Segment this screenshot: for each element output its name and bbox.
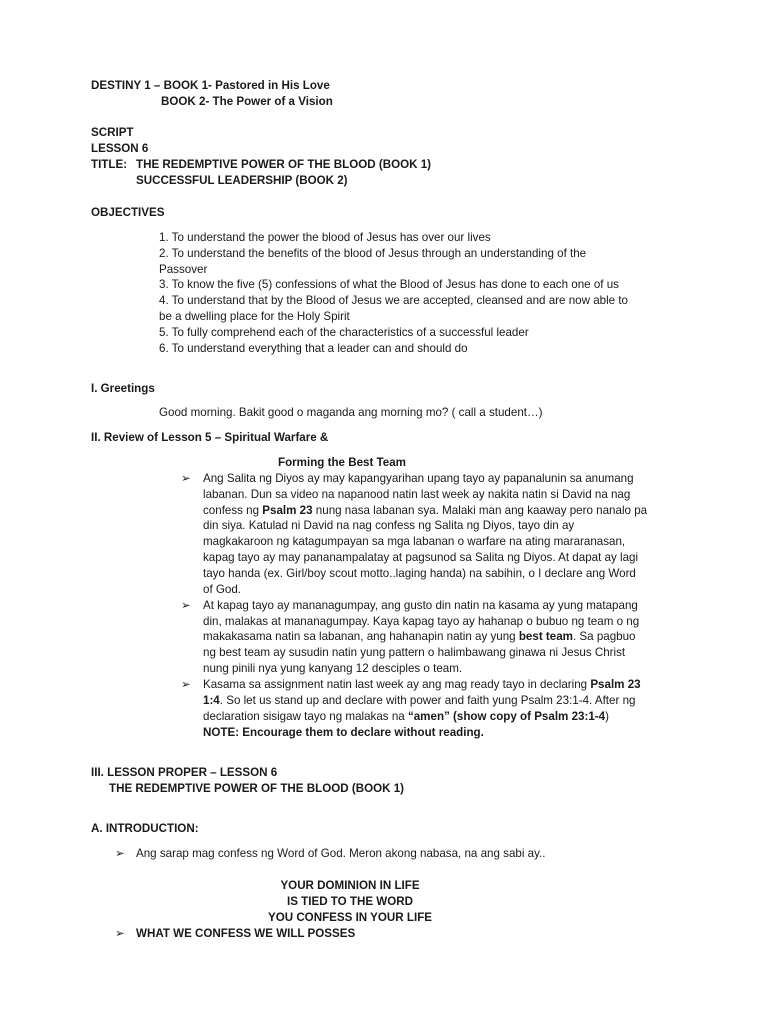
- bullet1-line: labanan. Dun sa video na napanood natin last week ay nakita natin si David na nag: [203, 488, 631, 501]
- bullet2-line: nung pinili nya yung kanyang 12 desciples o team.: [203, 662, 463, 675]
- objective-line: 1. To understand the power the blood of Jesus has over our lives: [159, 231, 491, 244]
- review-heading: II. Review of Lesson 5 – Spiritual Warfare &: [91, 431, 329, 444]
- objective-line: 2. To understand the benefits of the blood of Jesus through an understanding of the: [159, 247, 587, 260]
- bullet2-line: At kapag tayo ay mananagumpay, ang gusto din natin na kasama ay yung matapang: [203, 599, 638, 612]
- quote-line: IS TIED TO THE WORD: [286, 895, 414, 908]
- title-label: TITLE:: [91, 158, 128, 171]
- bullet3-text: ): [605, 710, 609, 723]
- bullet1-text: nung nasa labanan sya. Malaki man ang kaaway pero nanalo pa: [312, 504, 648, 517]
- bullet3-text: . So let us stand up and declare with power and faith yung Psalm 23:1-4. After ng: [219, 694, 636, 707]
- bullet2-bold: best team: [518, 630, 573, 643]
- greetings-heading: I. Greetings: [91, 382, 155, 395]
- bullet3-text: declaration sisigaw tayo ng malakas na: [203, 710, 408, 723]
- arrow-bullet-icon: ➢: [181, 599, 191, 612]
- greetings-text: Good morning. Bakit good o maganda ang morning mo? ( call a student…): [159, 406, 543, 419]
- quote-line: YOU CONFESS IN YOUR LIFE: [267, 911, 433, 924]
- bullet1-line-mixed: [203, 503, 647, 519]
- bullet1-line: of God.: [203, 583, 242, 596]
- title-book1: THE REDEMPTIVE POWER OF THE BLOOD (BOOK 1): [136, 158, 432, 171]
- destiny-line: DESTINY 1 – BOOK 1- Pastored in His Love: [91, 79, 330, 92]
- objective-line: be a dwelling place for the Holy Spirit: [159, 310, 350, 323]
- bullet2-text: . Sa pagbuo: [572, 630, 636, 643]
- objectives-heading: OBJECTIVES: [91, 206, 165, 219]
- objective-line: 4. To understand that by the Blood of Jesus we are accepted, cleansed and are now able to: [159, 294, 629, 307]
- final-bullet: WHAT WE CONFESS WE WILL POSSES: [136, 927, 356, 940]
- arrow-bullet-icon: ➢: [181, 678, 191, 691]
- objective-line: 5. To fully comprehend each of the characteristics of a successful leader: [159, 326, 529, 339]
- objective-line: 3. To know the five (5) confessions of what the Blood of Jesus has done to each one of us: [159, 278, 619, 291]
- arrow-bullet-icon: ➢: [115, 847, 125, 860]
- bullet3-note: NOTE: Encourage them to declare without reading.: [203, 726, 484, 739]
- bullet2-line: din, malakas at mananagumpay. Kaya kapag tayo ay hahanap o bubuo ng team o ng: [203, 615, 640, 628]
- objective-line: Passover: [159, 263, 208, 276]
- bullet3-bold: “amen” (show copy of Psalm 23:1-4: [407, 710, 606, 723]
- introduction-bullet: Ang sarap mag confess ng Word of God. Meron akong nabasa, na ang sabi ay..: [136, 847, 546, 860]
- bullet1-line: magkakaroon ng katagumpayan sa mga labanan o warfare na ating mararanasan,: [203, 535, 626, 548]
- bullet2-line: ng best team ay susudin natin yung pattern o halimbawang ginawa ni Jesus Christ: [203, 646, 626, 659]
- objective-line: 6. To understand everything that a leader can and should do: [159, 342, 468, 355]
- quote-line: YOUR DOMINION IN LIFE: [280, 879, 420, 892]
- bullet1-text: confess ng: [203, 504, 263, 517]
- title-book2: SUCCESSFUL LEADERSHIP (BOOK 2): [136, 174, 348, 187]
- review-subheading: Forming the Best Team: [278, 456, 406, 469]
- book2-line: BOOK 2- The Power of a Vision: [161, 95, 333, 108]
- bullet1-bold: Psalm 23: [262, 504, 313, 517]
- bullet3-line-mixed: [203, 693, 635, 709]
- bullet1-line: Ang Salita ng Diyos ay may kapangyarihan upang tayo ay papanalunin sa anumang: [203, 472, 634, 485]
- bullet3-bold: 1:4: [203, 694, 220, 707]
- bullet1-line: tayo handa (ex. Girl/boy scout motto..laging handa) na sabihin, o I declare ang Word: [203, 567, 636, 580]
- lesson-proper-heading: III. LESSON PROPER – LESSON 6: [91, 766, 278, 779]
- arrow-bullet-icon: ➢: [181, 472, 191, 485]
- script-label: SCRIPT: [91, 126, 134, 139]
- lesson-label: LESSON 6: [91, 142, 149, 155]
- bullet3-line-mixed: [203, 677, 641, 693]
- lesson-proper-subheading: THE REDEMPTIVE POWER OF THE BLOOD (BOOK 1): [109, 782, 405, 795]
- bullet1-line: kapag tayo ay may pananampalatay at pagsunod sa Salita ng Diyos. At dapat ay lagi: [203, 551, 639, 564]
- bullet1-line: din siya. Katulad ni David na nag confess ng Salita ng Diyos, tayo din ay: [203, 519, 575, 532]
- bullet3-bold: Psalm 23: [590, 678, 641, 691]
- introduction-heading: A. INTRODUCTION:: [91, 822, 199, 835]
- arrow-bullet-icon: ➢: [115, 927, 125, 940]
- bullet2-line-mixed: [203, 629, 636, 645]
- bullet3-text: Kasama sa assignment natin last week ay ang mag ready tayo in declaring: [203, 678, 591, 691]
- bullet3-line-mixed: [203, 709, 609, 725]
- bullet2-text: makakasama natin sa labanan, ang hahanapin natin ay yung: [203, 630, 519, 643]
